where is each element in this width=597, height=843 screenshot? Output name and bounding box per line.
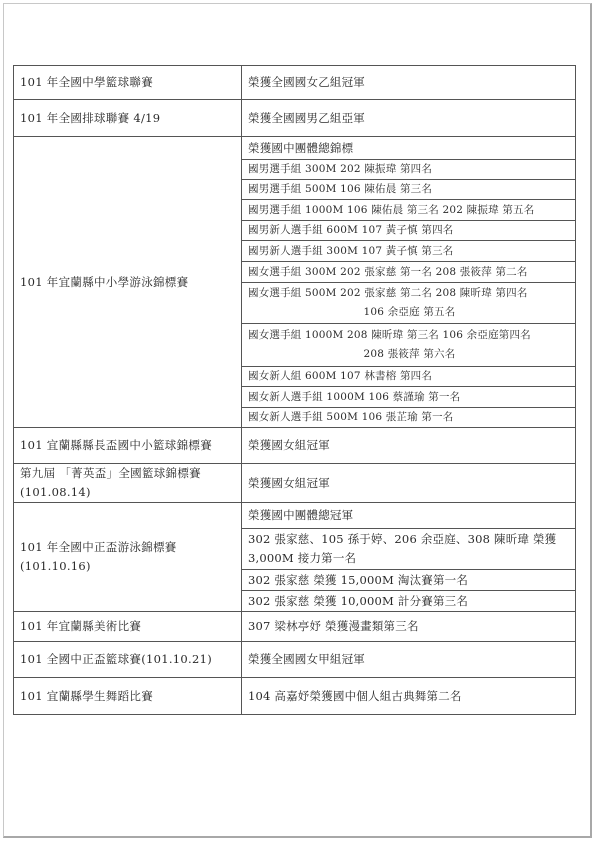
result-line: 國女選手組 500M 202 張家慈 第二名 208 陳昕瑋 第四名 [248, 287, 528, 299]
table-row [14, 137, 576, 160]
result-line: 國女選手組 1000M 208 陳昕瑋 第三名 106 余亞庭第四名 [248, 329, 531, 341]
table-row [14, 503, 576, 529]
result-cell: 榮獲國中團體總冠軍 [242, 503, 576, 529]
result-cell: 國女新人選手組 1000M 106 蔡謹瑜 第一名 [242, 387, 576, 408]
result-cell: 榮獲國女組冠軍 [242, 428, 576, 464]
result-cell: 榮獲全國國男乙組亞軍 [242, 100, 576, 137]
competition-cell: 101 宜蘭縣學生舞蹈比賽 [14, 678, 242, 715]
competition-cell: 101 全國中正盃籃球賽(101.10.21) [14, 642, 242, 678]
result-cell: 國女新人組 600M 107 林書榕 第四名 [242, 367, 576, 387]
result-cell: 307 梁林亭妤 榮獲漫畫類第三名 [242, 612, 576, 642]
table-row [14, 612, 576, 642]
competition-cell: 101 宜蘭縣縣長盃國中小籃球錦標賽 [14, 428, 242, 464]
table-row [14, 642, 576, 678]
competition-cell: 第九屆 「菁英盃」全國籃球錦標賽 (101.08.14) [14, 464, 242, 503]
awards-table [13, 65, 576, 715]
result-cell: 國女新人選手組 500M 106 張芷瑜 第一名 [242, 408, 576, 428]
result-cell: 302 張家慈 榮獲 15,000M 淘汰賽第一名 [242, 570, 576, 591]
result-cell: 國女選手組 300M 202 張家慈 第一名 208 張筱萍 第二名 [242, 262, 576, 283]
competition-cell: 101 年宜蘭縣中小學游泳錦標賽 [14, 137, 242, 428]
result-cell: 302 張家慈 榮獲 10,000M 計分賽第三名 [242, 591, 576, 612]
result-cell: 榮獲全國國女甲組冠軍 [242, 642, 576, 678]
table-row [14, 66, 576, 100]
result-cell: 榮獲國中團體總錦標 [242, 137, 576, 160]
table-row [14, 428, 576, 464]
competition-cell: 101 年全國中正盃游泳錦標賽 (101.10.16) [14, 503, 242, 612]
result-cell [242, 283, 576, 324]
competition-cell: 101 年全國中學籃球聯賽 [14, 66, 242, 100]
table-row [14, 464, 576, 503]
result-cell [242, 324, 576, 367]
table-row [14, 100, 576, 137]
competition-cell: 101 年宜蘭縣美術比賽 [14, 612, 242, 642]
result-cell: 國男選手組 500M 106 陳佑晨 第三名 [242, 180, 576, 200]
result-cell: 國男新人選手組 600M 107 黃子慎 第四名 [242, 221, 576, 241]
result-line: 208 張筱萍 第六名 [363, 348, 456, 360]
result-cell: 榮獲全國國女乙組冠軍 [242, 66, 576, 100]
result-cell: 國男新人選手組 300M 107 黃子慎 第三名 [242, 241, 576, 262]
result-cell: 302 張家慈、105 孫于婷、206 余亞庭、308 陳昕瑋 榮獲 3,000M 接力第一名 [242, 529, 576, 570]
competition-cell: 101 年全國排球聯賽 4/19 [14, 100, 242, 137]
result-cell: 國男選手組 300M 202 陳振瑋 第四名 [242, 160, 576, 180]
result-cell: 榮獲國女組冠軍 [242, 464, 576, 503]
result-line: 106 余亞庭 第五名 [363, 306, 456, 318]
result-cell: 104 高嘉妤榮獲國中個人組古典舞第二名 [242, 678, 576, 715]
table-row [14, 678, 576, 715]
result-cell: 國男選手組 1000M 106 陳佑晨 第三名 202 陳振瑋 第五名 [242, 200, 576, 221]
